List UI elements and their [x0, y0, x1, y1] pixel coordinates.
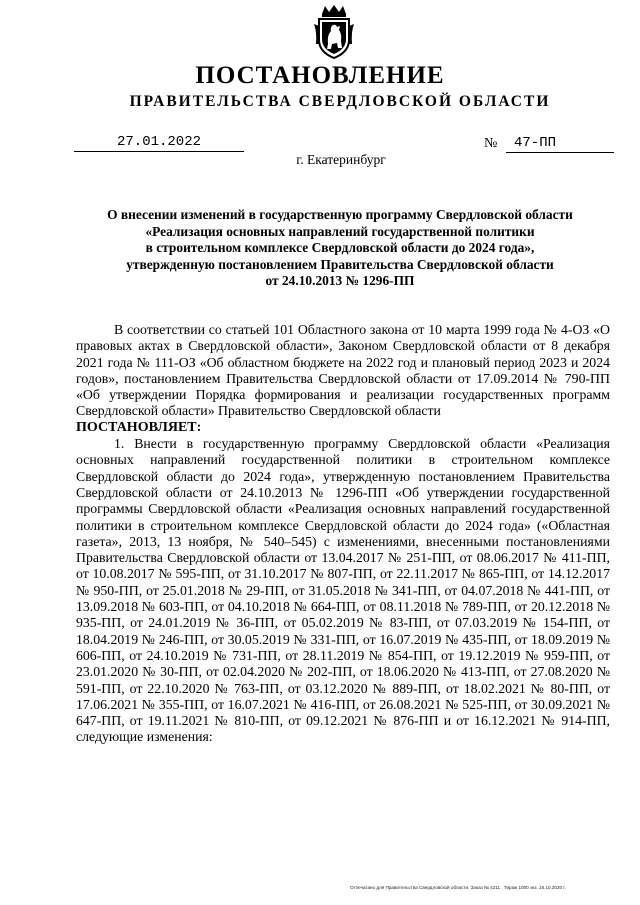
- coat-of-arms-icon: [312, 4, 356, 60]
- document-issuer: ПРАВИТЕЛЬСТВА СВЕРДЛОВСКОЙ ОБЛАСТИ: [129, 93, 551, 110]
- preamble-paragraph: В соответствии со статьей 101 Областного закона от 10 марта 1999 года № 4-ОЗ «О правовых актах в Свердловской области», Законом Свердловской области от 8 декабря 2021 года № 111-ОЗ «Об областном бюджете на 2022 год и плановый период 2023 и 2024 годов», постановлением Правительства Свердловской области от 17.09.2014 № 790-ПП «Об утверждении Порядка формирования и реализации государственных программ Свердловской области» Правительство Свердловской области: [76, 322, 610, 419]
- document-city: г. Екатеринбург: [296, 152, 386, 167]
- heading-line: О внесении изменений в государственную программу Свердловской области: [107, 207, 573, 222]
- heading-line: «Реализация основных направлений государственной политики: [145, 223, 535, 239]
- number-sign: №: [484, 136, 498, 151]
- document-number: 47-ПП: [506, 134, 614, 153]
- print-footer: Отпечатано для Правительства Свердловской области. Заказ № 4211 . Тираж 1000 экз. 16.10.2020 г.: [350, 885, 566, 890]
- heading-line: в строительном комплексе Свердловской области до 2024 года»,: [145, 240, 535, 255]
- heading-line: от 24.10.2013 № 1296-ПП: [265, 273, 415, 288]
- document-heading: [70, 207, 610, 290]
- heading-line: утвержденную постановлением Правительства Свердловской области: [126, 256, 554, 272]
- document-date: 27.01.2022: [74, 133, 244, 152]
- document-title: ПОСТАНОВЛЕНИЕ: [195, 62, 445, 89]
- document-body: [76, 322, 610, 746]
- resolve-label: ПОСТАНОВЛЯЕТ:: [76, 419, 202, 435]
- clause-1-paragraph: 1. Внести в государственную программу Свердловской области «Реализация основных направлений государственной политики в строительном комплексе Свердловской области до 2024 года», утвержденную постановлением Правительства Свердловской области от 24.10.2013 № 1296-ПП «Об утверждении государственной программы Свердловской области «Реализация основных направлений государственной политики в строительном комплексе Свердловской области до 2024 года» («Областная газета», 2013, 13 ноября, № 540–545) с изменениями, внесенными постановлениями Правительства Свердловской области от 13.04.2017 № 251-ПП, от 08.06.2017 № 411-ПП, от 10.08.2017 № 595-ПП, от 31.10.2017 № 807-ПП, от 22.11.2017 № 865-ПП, от 14.12.2017 № 950-ПП, от 25.01.2018 № 29-ПП, от 31.05.2018 № 341-ПП, от 04.07.2018 № 441-ПП, от 13.09.2018 № 603-ПП, от 04.10.2018 № 664-ПП, от 08.11.2018 № 789-ПП, от 20.12.2018 № 935-ПП, от 24.01.2019 № 36-ПП, от 05.02.2019 № 83-ПП, от 07.03.2019 № 154-ПП, от 18.04.2019 № 246-ПП, от 30.05.2019 № 331-ПП, от 16.07.2019 № 435-ПП, от 18.09.2019 № 606-ПП, от 24.10.2019 № 731-ПП, от 28.11.2019 № 854-ПП, от 19.12.2019 № 959-ПП, от 23.01.2020 № 30-ПП, от 02.04.2020 № 202-ПП, от 18.06.2020 № 413-ПП, от 27.08.2020 № 591-ПП, от 22.10.2020 № 763-ПП, от 03.12.2020 № 889-ПП, от 18.02.2021 № 80-ПП, от 17.06.2021 № 355-ПП, от 16.07.2021 № 416-ПП, от 26.08.2021 № 525-ПП, от 30.09.2021 № 647-ПП, от 19.11.2021 № 810-ПП, от 09.12.2021 № 876-ПП и от 16.12.2021 № 914-ПП, следующие изменения:: [76, 436, 610, 745]
